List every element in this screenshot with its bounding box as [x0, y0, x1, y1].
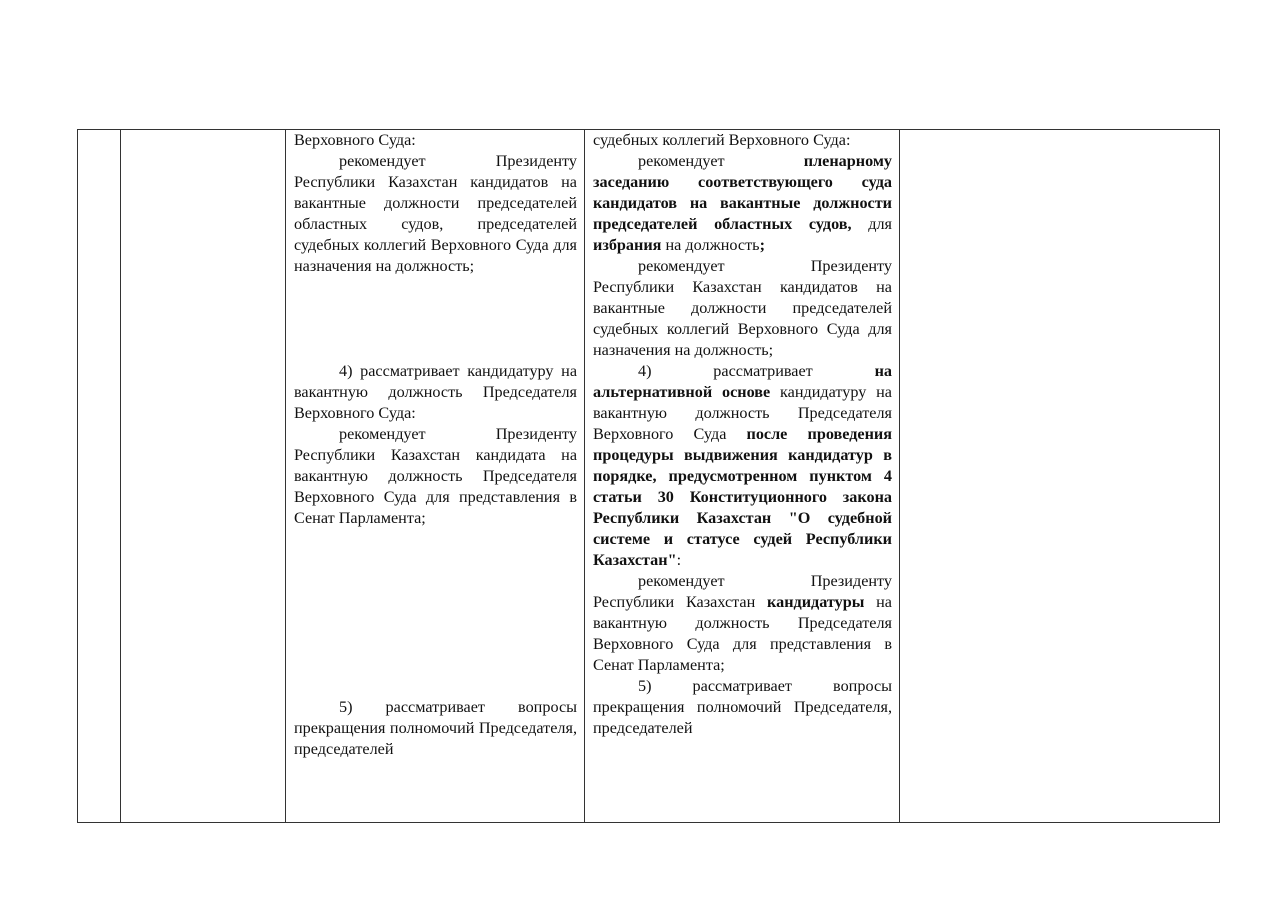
old-paragraph-2: рекомендует Президенту Республики Казахстан кандидатов на вакантные должности председателей областных судов, председателей судебных коллегий Верховного Суда для назначения на должность;	[294, 152, 577, 275]
old-paragraph-3: 4) рассматривает кандидатуру на вакантную должность Председателя Верховного Суда:	[294, 362, 577, 422]
new-text-run: рекомендует	[638, 152, 804, 170]
new-text-run: 4) рассматривает	[638, 362, 875, 380]
new-text-run: на должность	[661, 236, 760, 254]
spacer	[294, 277, 577, 361]
old-paragraph-5: 5) рассматривает вопросы прекращения полномочий Председателя, председателей	[294, 698, 577, 758]
new-bold-run: пленарному заседанию соответствующего суда кандидатов на вакантные должности председателей областных судов,	[593, 152, 892, 233]
table-row	[78, 130, 1220, 823]
new-paragraph-4	[593, 361, 892, 571]
notes-cell	[900, 130, 1220, 823]
new-bold-run: ;	[759, 236, 765, 254]
old-paragraph-4: рекомендует Президенту Республики Казахстан кандидата на вакантную должность Председателя Верховного Суда для представления в Сенат Парламента;	[294, 425, 577, 527]
new-text-run: кандидатуру на вакантную должность Председателя Верховного Суда	[593, 383, 892, 443]
new-bold-run: на альтернативной основе	[593, 362, 892, 401]
new-paragraph-6: 5) рассматривает вопросы прекращения полномочий Председателя, председателей	[593, 677, 892, 737]
spacer	[294, 529, 577, 697]
proposed-wording-cell	[585, 130, 900, 823]
new-text-run: для	[851, 215, 892, 233]
new-bold-run: после проведения процедуры выдвижения кандидатур в порядке, предусмотренном пунктом 4 статьи 30 Конституционного закона Республики Казахстан "О судебной системе и статусе судей Республики Казахстан"	[593, 425, 893, 569]
new-bold-run: кандидатуры	[767, 593, 865, 611]
new-paragraph-1: судебных коллегий Верховного Суда:	[593, 131, 851, 149]
new-text-run: :	[676, 551, 682, 569]
article-cell	[121, 130, 286, 823]
current-wording-cell	[286, 130, 585, 823]
new-text-run: рекомендует Президенту Республики Казахстан	[593, 572, 892, 611]
new-paragraph-3: рекомендует Президенту Республики Казахстан кандидатов на вакантные должности председателей судебных коллегий Верховного Суда для назначения на должность;	[593, 257, 892, 359]
new-bold-run: избрания	[593, 236, 662, 254]
old-paragraph-1: Верховного Суда:	[294, 131, 416, 149]
new-paragraph-2	[593, 151, 892, 256]
new-text-run: на вакантную должность Председателя Верховного Суда для представления в Сенат Парламента;	[593, 593, 892, 674]
comparison-table	[77, 129, 1220, 823]
number-cell	[78, 130, 121, 823]
new-paragraph-5	[593, 571, 892, 676]
